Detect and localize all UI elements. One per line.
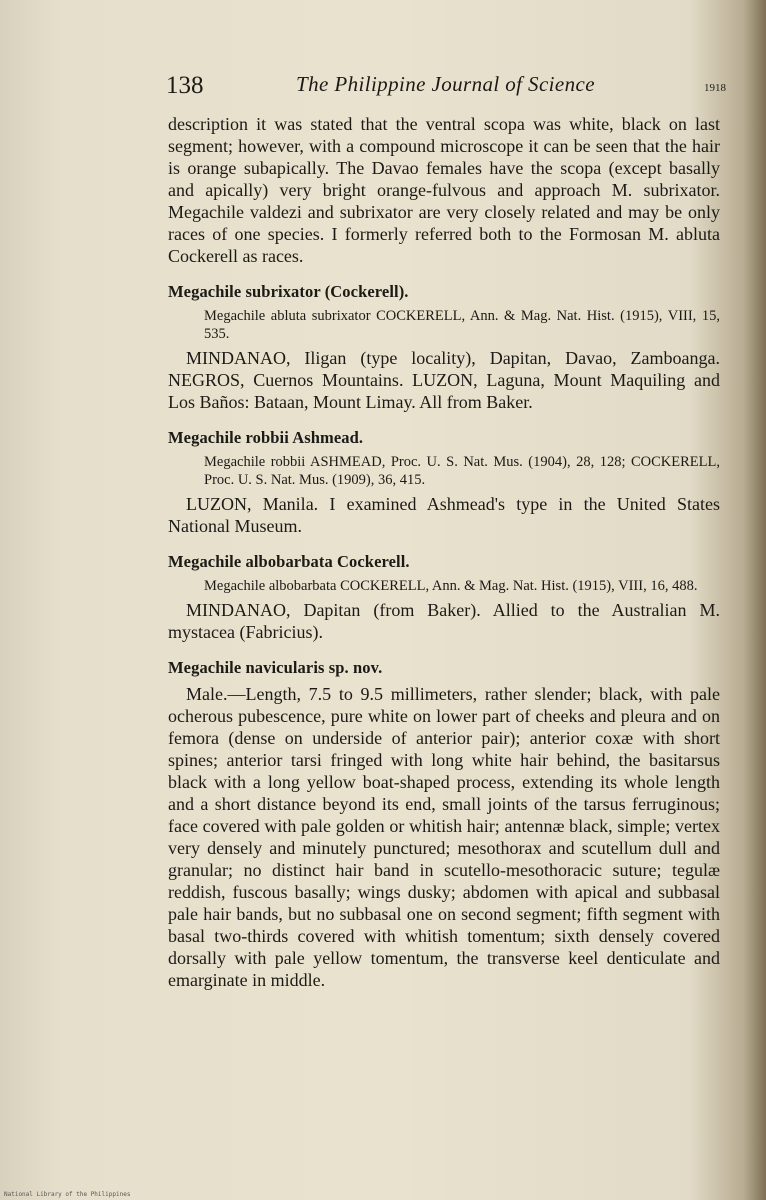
species-heading: Megachile navicularis sp. nov.	[168, 658, 383, 677]
body-text	[168, 113, 720, 991]
species-reference: Megachile abluta subrixator COCKERELL, Ann. & Mag. Nat. Hist. (1915), VIII, 15, 535.	[204, 308, 720, 342]
species-heading: Megachile subrixator (Cockerell).	[168, 282, 409, 301]
page-number: 138	[166, 72, 204, 99]
running-header	[166, 72, 726, 106]
species-heading: Megachile albobarbata Cockerell.	[168, 552, 410, 571]
species-reference: Megachile robbii ASHMEAD, Proc. U. S. Nat. Mus. (1904), 28, 128; COCKERELL, Proc. U. S. Nat. Mus. (1909), 36, 415.	[204, 454, 720, 488]
species-text: MINDANAO, Iligan (type locality), Dapitan, Davao, Zamboanga. NEGROS, Cuernos Mountains. LUZON, Laguna, Mount Maquiling and Los Baños: Bataan, Mount Limay. All from Baker.	[168, 348, 720, 412]
species-text: MINDANAO, Dapitan (from Baker). Allied to the Australian M. mystacea (Fabricius).	[168, 600, 720, 642]
intro-paragraph: description it was stated that the ventral scopa was white, black on last segment; however, with a compound microscope it can be seen that the hair is orange subapically. The Davao females have the scopa (except basally and apically) very bright orange-fulvous and approach M. subrixator. Megachile valdezi and subrixator are very closely related and may be only races of one species. I formerly referred both to the Formosan M. abluta Cockerell as races.	[168, 114, 720, 266]
species-reference: Megachile albobarbata COCKERELL, Ann. & Mag. Nat. Hist. (1915), VIII, 16, 488.	[204, 578, 698, 594]
journal-title: The Philippine Journal of Science	[296, 72, 595, 96]
species-text: LUZON, Manila. I examined Ashmead's type in the United States National Museum.	[168, 494, 720, 536]
year: 1918	[704, 82, 726, 94]
species-description: Male.—Length, 7.5 to 9.5 millimeters, rather slender; black, with pale ocherous pubescence, pure white on lower part of cheeks and pleura and on femora (dense on underside of anterior pair); anterior coxæ with short spines; anterior tarsi fringed with long white hair behind, the basitarsus black with a long yellow boat-shaped process, extending its whole length and a short distance beyond its end, small joints of the tarsus ferruginous; face covered with pale golden or whitish hair; antennæ black, simple; vertex very densely and minutely punctured; mesothorax and scutellum dull and granular; no distinct hair band in scutello-mesothoracic suture; tegulæ reddish, fuscous basally; wings dusky; abdomen with apical and subbasal pale hair bands, but no subbasal one on second segment; fifth segment with basal two-thirds covered with whitish tomentum; sixth densely covered dorsally with pale yellow tomentum, the transverse keel denticulate and emarginate in middle.	[168, 684, 720, 990]
species-heading: Megachile robbii Ashmead.	[168, 428, 364, 447]
footer-text: National Library of the Philippines	[4, 1191, 131, 1198]
